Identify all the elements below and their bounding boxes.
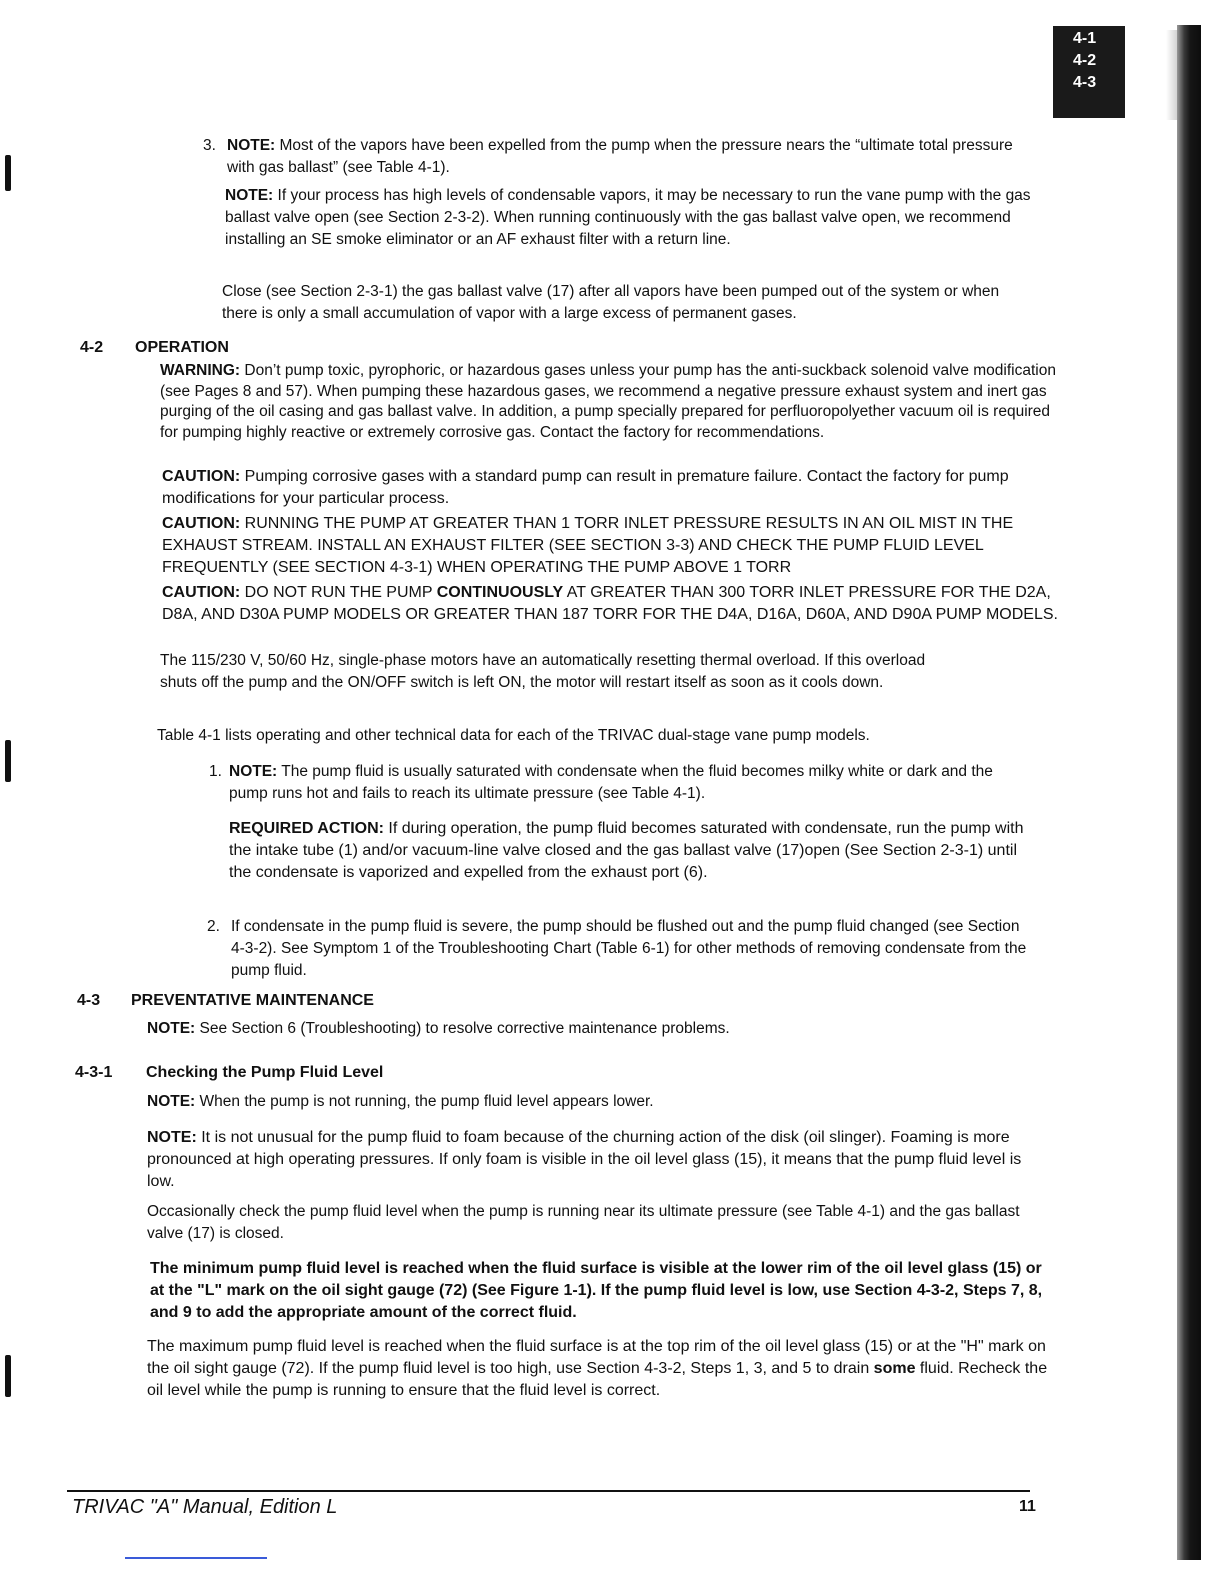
note-text: If your process has high levels of condensable vapors, it may be necessary to run the vane pump with the gas ballast valve open (see Section 2-3-2). When running continuously with the gas ballast valve open, we recommend installing an SE smoke eliminator or an AF exhaust filter with a return line. [225, 187, 1031, 248]
caution-label: CAUTION: [162, 515, 241, 532]
note-text: Most of the vapors have been expelled from the pump when the pressure nears the “ultimate total pressure with gas ballast” (see Table 4-1). [227, 137, 1013, 176]
section-number: 4-2 [80, 339, 104, 356]
maintenance-note [147, 1018, 1027, 1040]
punch-hole-mark [5, 155, 11, 191]
list-number: 2. [207, 918, 220, 935]
note-label: NOTE: [147, 1093, 196, 1110]
section-tab-line: 4-1 [1073, 30, 1097, 47]
note-text: The pump fluid is usually saturated with condensate when the fluid becomes milky white or dark and the pump runs hot and fails to reach its ultimate pressure (see Table 4-1). [229, 763, 993, 802]
warning-label: WARNING: [160, 362, 241, 379]
punch-hole-mark [5, 1355, 11, 1397]
caution-text: RUNNING THE PUMP AT GREATER THAN 1 TORR INLET PRESSURE RESULTS IN AN OIL MIST IN THE EXHAUST STREAM. INSTALL AN EXHAUST FILTER (SEE SECTION 3-3) AND CHECK THE PUMP FLUID LEVEL FREQUENTLY (SEE SECTION 4-3-1) WHEN OPERATING THE PUMP ABOVE 1 TORR [162, 515, 1014, 576]
paragraph-text: The maximum pump fluid level is reached when the fluid surface is at the top rim of the oil level glass (15) or at the "H" mark on the oil sight gauge (72). If the pump fluid level is too high, use Section 4-3-2, Steps 1, 3, and 5 to drain [147, 1338, 1046, 1377]
maximum-level-paragraph [147, 1336, 1052, 1402]
caution-text: DO NOT RUN THE PUMP [240, 584, 437, 601]
note-label: NOTE: [227, 137, 276, 154]
note-text: When the pump is not running, the pump fluid level appears lower. [195, 1093, 654, 1110]
vapors-note [225, 185, 1040, 251]
paragraph-emphasis: some [873, 1360, 916, 1377]
section-tab-line: 4-2 [1073, 52, 1097, 69]
section-tab [1053, 26, 1125, 118]
not-running-note [147, 1091, 1027, 1113]
caution-label: CAUTION: [162, 468, 241, 485]
close-ballast-paragraph: Close (see Section 2-3-1) the gas ballast valve (17) after all vapors have been pumped out of the system or when there is only a small accumulation of vapor with a large excess of permanent gases. [222, 283, 1000, 322]
subsection-title: Checking the Pump Fluid Level [146, 1064, 384, 1081]
caution-label: CAUTION: [162, 584, 241, 601]
punch-hole-mark [5, 740, 11, 782]
caution-emphasis: CONTINUOUSLY [436, 584, 564, 601]
note-label: NOTE: [147, 1129, 197, 1146]
motor-paragraph: The 115/230 V, 50/60 Hz, single-phase motors have an automatically resetting thermal overload. If this overload shuts off the pump and the ON/OFF switch is left ON, the motor will restart itself as soon as it cools down. [160, 652, 926, 691]
page-number: 11 [1019, 1498, 1036, 1515]
note-label: NOTE: [147, 1020, 196, 1037]
caution-corrosive [162, 466, 1062, 510]
caution-text: Pumping corrosive gases with a standard pump can result in premature failure. Contact the factory for pump modifications for your particular process. [162, 468, 1009, 507]
caution-text: AT GREATER THAN 300 TORR INLET PRESSURE FOR THE D2A, D8A, AND D30A PUMP MODELS OR GREATER THAN 187 TORR FOR THE D4A, D16A, D60A, AND D90A PUMP MODELS. [162, 584, 1058, 623]
severe-condensate-paragraph: If condensate in the pump fluid is severe, the pump should be flushed out and the pump fluid changed (see Section 4-3-2). See Symptom 1 of the Troubleshooting Chart (Table 6-1) for other methods of removing condensate from the pump fluid. [231, 918, 1027, 979]
required-action-paragraph [229, 818, 1029, 884]
occasional-check-paragraph: Occasionally check the pump fluid level when the pump is running near its ultimate pressure (see Table 4-1) and the gas ballast valve (17) is closed. [147, 1203, 1020, 1242]
note-text: See Section 6 (Troubleshooting) to resolve corrective maintenance problems. [195, 1020, 730, 1037]
table-reference-paragraph: Table 4-1 lists operating and other technical data for each of the TRIVAC dual-stage vane pump models. [157, 727, 870, 744]
required-action-label: REQUIRED ACTION: [229, 820, 384, 837]
minimum-level-paragraph: The minimum pump fluid level is reached when the fluid surface is visible at the lower rim of the oil level glass (15) or at the "L" mark on the oil sight gauge (72) (See Figure 1-1). If the pump fluid level is low, use Section 4-3-2, Steps 7, 8, and 9 to add the appropriate amount of the correct fluid. [150, 1260, 1043, 1321]
item3-note [227, 135, 1039, 179]
note-label: NOTE: [225, 187, 274, 204]
list-number: 1. [209, 763, 222, 780]
scan-edge-shadow [1177, 25, 1201, 1560]
list-number: 3. [203, 137, 216, 154]
footer-rule [67, 1490, 1030, 1492]
required-action-text: If during operation, the pump fluid becomes saturated with condensate, run the pump with the intake tube (1) and/or vacuum-line valve closed and the gas ballast valve (17)open (See Section 2-3-1) until the condensate is vaporized and expelled from the exhaust port (6). [229, 820, 1024, 881]
blue-underline [125, 1557, 267, 1559]
caution-oil-mist [162, 513, 1077, 579]
warning-text: Don’t pump toxic, pyrophoric, or hazardous gases unless your pump has the anti-suckback solenoid valve modification (see Pages 8 and 57). When pumping these hazardous gases, we recommend a negative pressure exhaust system and inert gas purging of the oil casing and gas ballast valve. In addition, a pump specially prepared for perfluoropolyether vacuum oil is required for pumping highly reactive or extremely corrosive gas. Contact the factory for recommendations. [160, 362, 1056, 441]
section-tab-line: 4-3 [1073, 74, 1097, 91]
condensate-note [229, 761, 1019, 805]
section-number: 4-3 [77, 992, 101, 1009]
note-text: It is not unusual for the pump fluid to foam because of the churning action of the disk (oil slinger). Foaming is more pronounced at high operating pressures. If only foam is visible in the oil level glass (15), it means that the pump fluid level is low. [147, 1129, 1022, 1190]
section-title: OPERATION [135, 339, 229, 356]
paragraph-text: fluid. Recheck the oil level while the pump is running to ensure that the fluid level is correct. [147, 1360, 1048, 1399]
warning-paragraph [160, 361, 1072, 443]
foam-note [147, 1127, 1047, 1193]
footer-manual-title: TRIVAC "A" Manual, Edition L [72, 1496, 338, 1518]
section-title: PREVENTATIVE MAINTENANCE [131, 992, 374, 1009]
caution-continuous [162, 582, 1077, 626]
note-label: NOTE: [229, 763, 278, 780]
subsection-number: 4-3-1 [75, 1064, 113, 1081]
